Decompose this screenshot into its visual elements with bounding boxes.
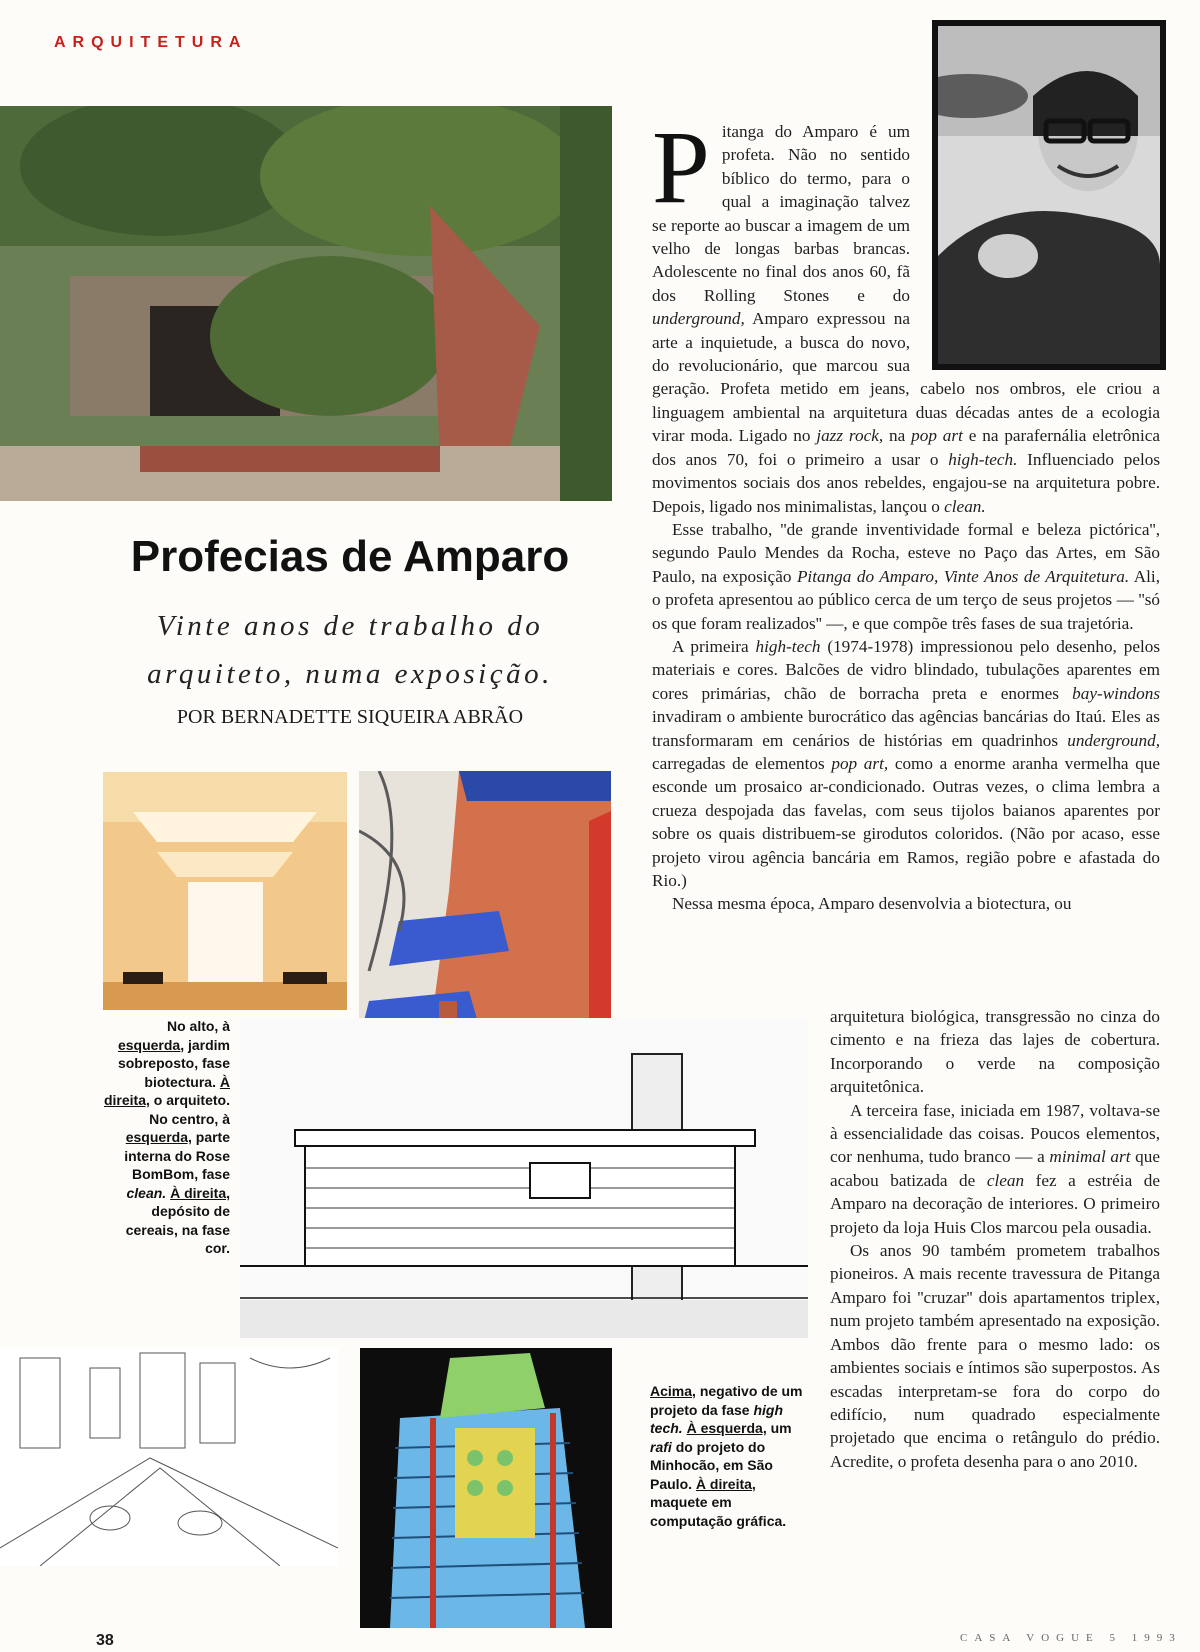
caption-left-text: jardim sobreposto, fase biotectura. bbox=[117, 1036, 230, 1090]
caption-right-text: À direita, bbox=[695, 1475, 756, 1492]
caption-left-text: depósito bbox=[151, 1203, 210, 1219]
byline: POR BERNADETTE SIQUEIRA ABRÃO bbox=[176, 706, 524, 728]
article-paragraph: Esse trabalho, ''de grande inventividade formal e beleza pictórica'', segundo Paulo Mendes da Rocha, esteve no Paço das Artes, em São Paulo, na exposição Pitanga do Amparo, Vinte Anos de Arquitetura. Ali, o profeta apresentou ao público cerca de um terço de seus projetos — ''só os que foram realizados'' —, e que compõe três fases de sua trajetória. bbox=[652, 519, 1160, 633]
caption-left-text: No centro, à bbox=[149, 1110, 230, 1127]
section-label: ARQUITETURA bbox=[54, 34, 248, 51]
article-paragraph: A terceira fase, iniciada em 1987, voltava-se à essencialidade das coisas. Poucos elementos, cor nenhuma, tudo branco — a minimal art que acabou batizada de clean fez a estréia de Amparo na decoração de interiores. O primeiro projeto da loja Huis Clos marcou pela ousadia. bbox=[830, 1100, 1160, 1237]
page-number: 38 bbox=[96, 1632, 114, 1649]
caption-left-text: À direita, bbox=[103, 1073, 230, 1108]
drawing-minhocao-sketch bbox=[0, 1348, 338, 1566]
caption-right-text: rafi bbox=[650, 1438, 672, 1455]
photo-garden-roof bbox=[0, 106, 612, 501]
caption-right-text: do projeto do Minhocão, em São Paulo. bbox=[650, 1438, 773, 1492]
drop-cap: P bbox=[652, 110, 710, 225]
article-paragraph: arquitetura biológica, transgressão no cinza do cimento e na frieza das lajes de cobertura. Incorporando o verde na composição arquitetônica. bbox=[830, 1007, 1160, 1097]
caption-left-text: À direita, bbox=[170, 1184, 230, 1201]
article-body-column-1 bbox=[652, 110, 1161, 916]
caption-right-text: maquete em computação gráfica. bbox=[650, 1494, 787, 1529]
caption-left-text: clean. bbox=[126, 1184, 167, 1201]
subhead-line-2: arquiteto, numa exposição. bbox=[147, 658, 553, 690]
caption-left-text: de cereais, na fase cor. bbox=[125, 1203, 230, 1256]
article-headline: Profecias de Amparo bbox=[130, 532, 570, 581]
render-tower-computer-model bbox=[360, 1348, 612, 1628]
caption-left-text: parte interna do Rose BomBom, fase bbox=[124, 1129, 230, 1182]
subhead-line-1: Vinte anos de trabalho do bbox=[156, 610, 544, 642]
caption-right-text: negativo de um projeto da fase bbox=[650, 1383, 803, 1418]
article-paragraph: Pitanga do Amparo é um profeta. Não no sentido bíblico do termo, para o qual a imaginação talvez se reporte ao buscar a imagem de um velho de longas barbas brancas. Adolescente no final dos anos 60, fã dos Rolling Stones e do underground, Amparo expressou na arte a inquietude, a busca do novo, do revolucionário, que marcou sua geração. Profeta metido em jeans, cabelo nos ombros, ele criou a linguagem ambiental na arquitetura duas décadas antes de a ecologia virar moda. Ligado no jazz rock, na pop art e na parafernália eletrônica dos anos 70, foi o primeiro a usar o high-tech. Influenciado pelos movimentos sociais dos anos rebeldes, engajou-se na arquitetura pobre. Depois, ligado nos minimalistas, lançou o clean. bbox=[652, 110, 1161, 516]
caption-right bbox=[650, 1382, 810, 1530]
article-body-column-2 bbox=[830, 1005, 1160, 1473]
magazine-folio: CASA VOGUE 5 1993 bbox=[960, 1632, 1182, 1644]
caption-left bbox=[98, 1017, 230, 1258]
photo-rose-bombom-interior bbox=[103, 772, 347, 1010]
caption-left-text: o arquiteto. bbox=[153, 1092, 230, 1108]
article-paragraph: A primeira high-tech (1974-1978) impressionou pelo desenho, pelos materiais e cores. Balcões de vidro blindado, tubulações aparentes em cores primárias, chão de borracha preta e enormes bay-windons invadiram o ambiente burocrático das agências bancárias do Itaú. Eles as transformaram em cenários de histórias em quadrinhos underground, carregadas de elementos pop art, como a enorme aranha vermelha que esconde um prosaico ar-condicionado. Outras vezes, o clima lembra a crueza despojada das favelas, com seus tijolos baianos aparentes por sobre os quais distribuem-se girodutos coloridos. (Não por acaso, esse projeto virou agência bancária em Ramos, região pobre e afastada do Rio.) bbox=[652, 636, 1161, 890]
article-paragraph: Os anos 90 também prometem trabalhos pioneiros. A mais recente travessura de Pitanga Amparo foi ''cruzar'' dois apartamentos triplex, num projeto também apresentado na exposição. Ambos dão frente para o mesmo lado: os ambientes sociais e íntimos são superpostos. As escadas interpretam-se fora do corpo do edifício, num quadrado especialmente projetado que encima o retângulo do prédio. Acredite, o profeta desenha para o ano 2010. bbox=[830, 1241, 1160, 1471]
caption-right-text: um bbox=[770, 1420, 792, 1436]
drawing-high-tech-elevation bbox=[240, 1018, 808, 1338]
article-paragraph: Nessa mesma época, Amparo desenvolvia a biotectura, ou bbox=[672, 894, 1072, 914]
caption-right-text: high tech. bbox=[650, 1401, 784, 1436]
caption-left-text: esquerda, bbox=[125, 1129, 192, 1145]
caption-right-text: À esquerda, bbox=[686, 1420, 767, 1436]
caption-left-text: No alto, à bbox=[166, 1018, 230, 1034]
caption-left-text: esquerda, bbox=[117, 1036, 185, 1053]
caption-right-text: Acima, bbox=[650, 1383, 696, 1399]
article-subhead bbox=[60, 602, 640, 698]
